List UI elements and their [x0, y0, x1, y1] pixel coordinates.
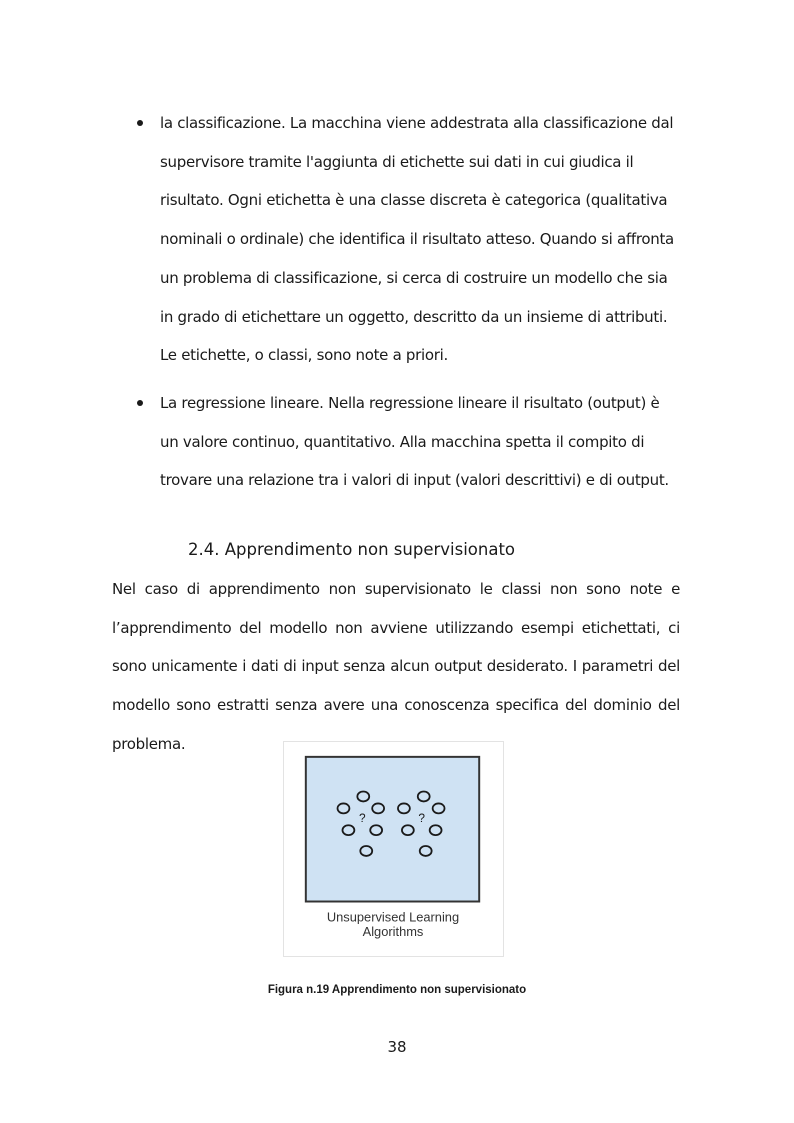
section-heading: 2.4. Apprendimento non supervisionato	[188, 540, 516, 559]
bullet-text: La regressione lineare. Nella regressione lineare il risultato (output) è un valore continuo, quantitativo. Alla macchina spetta il compito di trovare una relazione tra i valori di input (valori descrittivi) e di output.	[160, 393, 669, 490]
figure-label-line1: Unsupervised Learning	[326, 909, 460, 925]
figure-label-line2: Algorithms	[362, 924, 424, 940]
page-number: 38	[387, 1038, 407, 1056]
bullet-icon	[137, 120, 143, 126]
body-paragraph: Nel caso di apprendimento non supervisionato le classi non sono note e l’apprendimento del modello non avviene utilizzando esempi etichettati, ci sono unicamente i dati di input senza alcun output desiderato. I parametri del modello sono estratti senza avere una conoscenza specifica del dominio del problema.	[112, 580, 680, 753]
figure-image	[283, 741, 504, 957]
bullet-text: la classificazione. La macchina viene addestrata alla classificazione dal supervisore tramite l'aggiunta di etichette sui dati in cui giudica il risultato. Ogni etichetta è una classe discreta è categorica (qualitativa nominali o ordinale) che identifica il risultato atteso. Quando si affronta un problema di classificazione, si cerca di costruire un modello che sia in grado di etichettare un oggetto, descritto da un insieme di attributi. Le etichette, o classi, sono note a priori.	[160, 114, 674, 365]
bullet-list	[0, 104, 794, 500]
list-item	[0, 104, 680, 375]
figure-caption: Figura n.19 Apprendimento non supervisionato	[267, 984, 527, 996]
list-item	[0, 384, 680, 500]
question-mark-right: ?	[418, 811, 426, 826]
diagram-panel	[306, 757, 479, 902]
question-mark-left: ?	[358, 811, 366, 826]
unsupervised-learning-diagram	[284, 742, 503, 956]
bullet-icon	[137, 400, 143, 406]
